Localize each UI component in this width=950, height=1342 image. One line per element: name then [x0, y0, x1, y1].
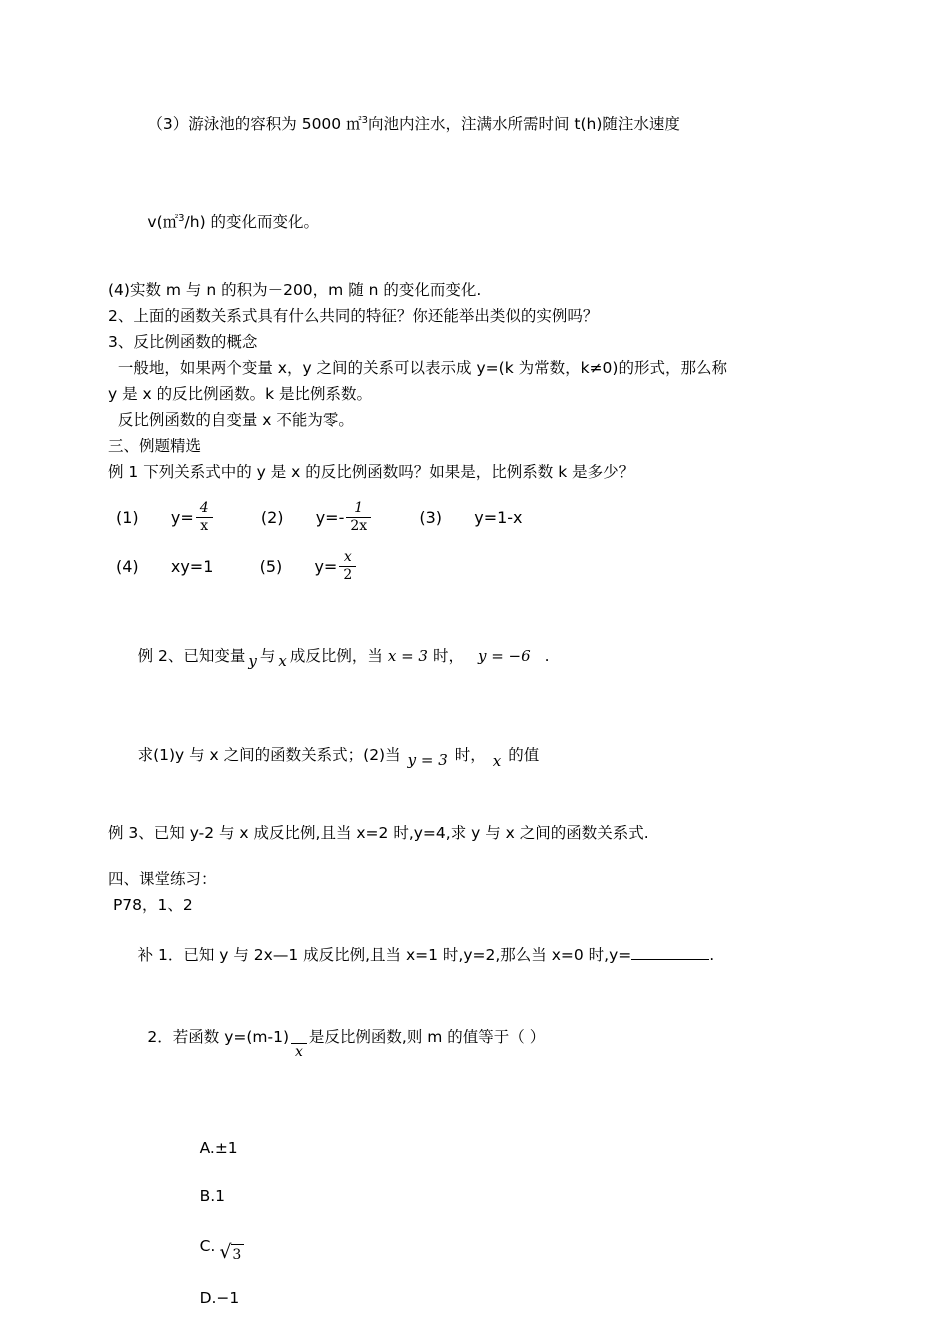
- ex2-line2-text-a: 求(1)y 与 x 之间的函数关系式；(2)当: [137, 745, 401, 764]
- supplement-1-period: .: [709, 946, 715, 964]
- example-1-prompt: 例 1 下列关系式中的 y 是 x 的反比例函数吗？如果是，比例系数 k 是多少？: [108, 463, 635, 482]
- item3-line1-text-b: 向池内注水，注满水所需时间 t(h)随注水速度: [367, 115, 680, 134]
- radical-sign: √: [219, 1241, 232, 1264]
- paragraph-item-3: [108, 88, 868, 258]
- ex1-fraction-1-numerator: 4: [199, 500, 209, 517]
- ex1-fraction-5-numerator: x: [343, 549, 352, 566]
- ex1-fraction-2-denominator: 2x: [350, 517, 368, 534]
- example-1-row-1: [116, 502, 868, 535]
- ex2-line2-equation: y = 3: [407, 750, 448, 769]
- ex1-label-2: (2): [260, 508, 284, 528]
- choice-c[interactable]: [199, 1232, 245, 1264]
- choice-c-label: C.: [199, 1237, 216, 1256]
- item3-line2-text-a: v(㎡: [147, 213, 179, 232]
- ex1-expr-2-lhs: y=-: [315, 508, 345, 528]
- multiple-choice-row: [170, 1112, 868, 1334]
- definition-line-3: 反比例函数的自变量 x 不能为零。: [108, 411, 354, 430]
- ex2-var-y: y: [248, 652, 257, 671]
- item3-line2: [108, 186, 868, 258]
- choice-a[interactable]: A.±1: [199, 1139, 238, 1158]
- supplement-2: [108, 997, 868, 1078]
- ex1-label-1: (1): [116, 508, 139, 528]
- example-3-line: 例 3、已知 y-2 与 x 成反比例,且当 x=2 时,y=4,求 y 与 x 之间的函数关系式.: [108, 823, 649, 842]
- ex2-line2-text-b: 时，: [454, 745, 486, 764]
- item3-line1: [108, 88, 868, 160]
- ex1-expr-1-lhs: y=: [170, 508, 194, 528]
- supplement-2-text-a: 2．若函数 y=(m-1): [137, 1028, 290, 1047]
- section-heading-3: 三、例题精选: [108, 437, 202, 456]
- ex2-equation-1: x = 3: [387, 647, 428, 666]
- supplement-2-fraction-denominator: x: [295, 1043, 303, 1060]
- supplement-2-fraction: [291, 1027, 307, 1060]
- document-body: [108, 88, 868, 1336]
- example-2-line-2: [108, 719, 868, 791]
- ex1-fraction-1-denominator: x: [200, 517, 209, 534]
- ex1-expr-4: xy=1: [170, 557, 214, 577]
- item3-superscript: 3: [361, 114, 368, 126]
- ex1-label-4: (4): [116, 557, 139, 577]
- supplement-2-text-b: 是反比例函数,则 m 的值等于（ ）: [308, 1028, 546, 1047]
- paragraph-item-4: (4)实数 m 与 n 的积为－200，m 随 n 的变化而变化.: [108, 281, 482, 300]
- paragraph-question-2: 2、上面的函数关系式具有什么共同的特征？你还能举出类似的实例吗？: [108, 307, 599, 326]
- choice-b[interactable]: B.1: [199, 1187, 225, 1206]
- ex2-equation-2: y = −6: [477, 647, 531, 666]
- ex2-text-d: 时，: [432, 647, 464, 666]
- ex2-line2-var-x: x: [492, 751, 502, 770]
- supplement-1-text: 补 1．已知 y 与 2x—1 成反比例,且当 x=1 时,y=2,那么当 x=0 时,y=: [137, 946, 632, 964]
- section-heading-4: 四、课堂练习：: [108, 869, 217, 888]
- example-2-line-1: [108, 620, 868, 692]
- ex1-fraction-5: [339, 550, 356, 583]
- practice-p78: P78，1、2: [108, 895, 193, 914]
- item3-line2-superscript: 3: [178, 212, 185, 224]
- ex1-fraction-2: [346, 501, 371, 534]
- item3-line2-text-b: /h) 的变化而变化。: [184, 213, 320, 232]
- definition-line-1: 一般地，如果两个变量 x，y 之间的关系可以表示成 y=(k 为常数，k≠0)的形式，那么称: [108, 359, 727, 378]
- ex2-line2-text-c: 的值: [508, 745, 540, 764]
- ex2-text-a: 例 2、已知变量: [137, 647, 246, 666]
- ex1-fraction-5-denominator: 2: [343, 566, 353, 583]
- ex1-expr-3: y=1-x: [474, 508, 523, 528]
- radicand: 3: [231, 1244, 244, 1267]
- choice-d[interactable]: D.−1: [199, 1288, 240, 1307]
- item3-line1-text-a: （3）游泳池的容积为 5000 ㎡: [147, 115, 362, 134]
- supplement-1: [108, 919, 868, 991]
- square-root-icon: [219, 1238, 244, 1267]
- paragraph-question-3: 3、反比例函数的概念: [108, 333, 258, 352]
- ex2-text-e: .: [544, 647, 550, 666]
- ex1-label-5: (5): [259, 557, 283, 577]
- example-1-row-2: [116, 551, 868, 584]
- definition-line-2: y 是 x 的反比例函数。k 是比例系数。: [108, 385, 373, 404]
- answer-blank[interactable]: [631, 945, 709, 960]
- ex1-expr-5-lhs: y=: [314, 557, 338, 577]
- supplement-2-fraction-numerator: [291, 1027, 307, 1042]
- ex1-fraction-2-numerator: 1: [354, 500, 364, 517]
- ex2-text-b: 与: [259, 647, 276, 666]
- ex2-var-x: x: [278, 652, 287, 671]
- ex1-fraction-1: [196, 501, 213, 534]
- ex2-text-c: 成反比例，当: [289, 647, 383, 666]
- ex1-label-3: (3): [419, 508, 443, 528]
